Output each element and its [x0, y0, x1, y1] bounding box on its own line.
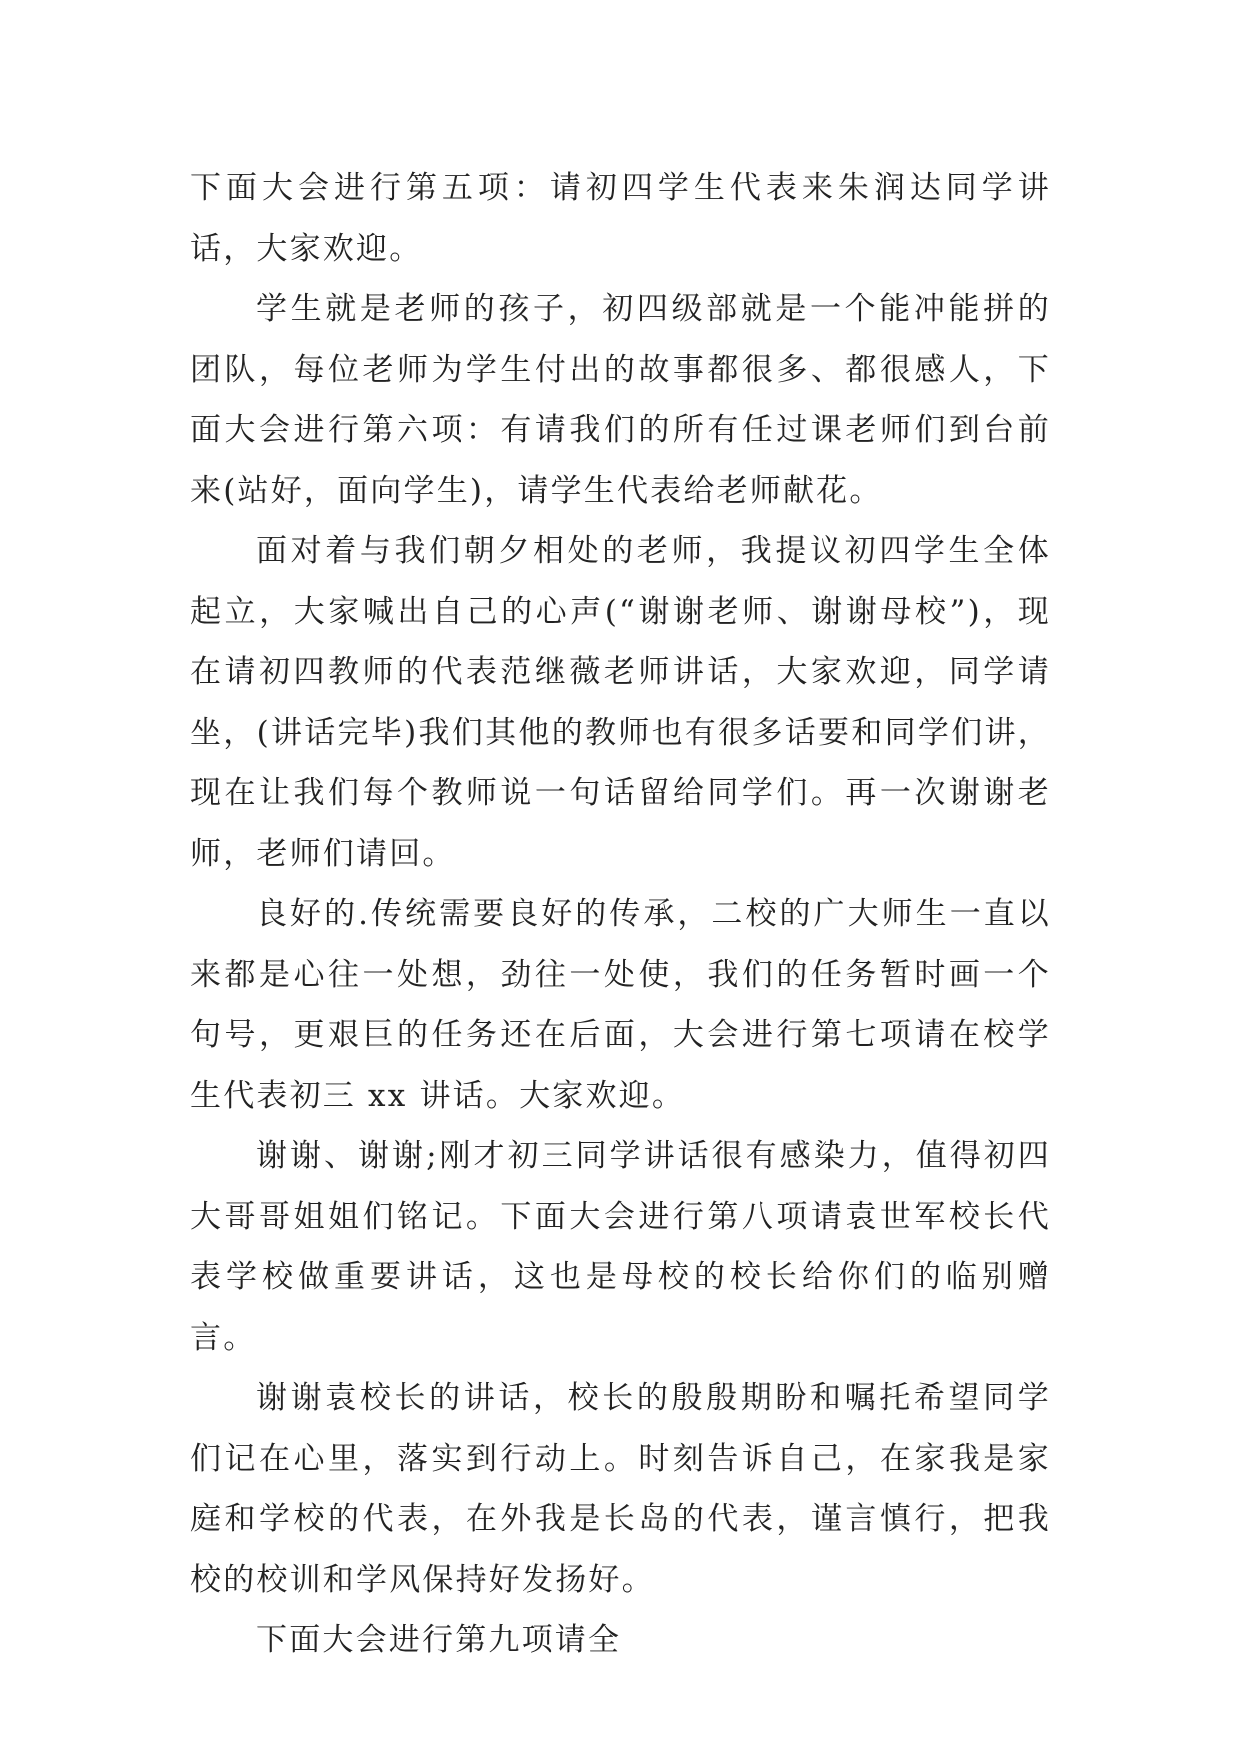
- paragraph-item-8: 谢谢、谢谢;刚才初三同学讲话很有感染力，值得初四大哥哥姐姐们铭记。下面大会进行第八项请袁世军校长代表学校做重要讲话，这也是母校的校长给你们的临别赠言。: [190, 1138, 1051, 1356]
- paragraph-teacher-speech: 面对着与我们朝夕相处的老师，我提议初四学生全体起立，大家喊出自己的心声(“谢谢老师、谢谢母校”)，现在请初四教师的代表范继薇老师讲话，大家欢迎，同学请坐，(讲话完毕)我们其他的教师也有很多话要和同学们讲，现在让我们每个教师说一句话留给同学们。再一次谢谢老师，老师们请回。: [190, 533, 1051, 872]
- paragraph-item-6: 学生就是老师的孩子，初四级部就是一个能冲能拼的团队，每位老师为学生付出的故事都很多、都很感人，下面大会进行第六项：有请我们的所有任过课老师们到台前来(站好，面向学生)，请学生代表给老师献花。: [190, 291, 1051, 509]
- paragraph-item-7: 良好的.传统需要良好的传承，二校的广大师生一直以来都是心往一处想，劲往一处使，我们的任务暂时画一个句号，更艰巨的任务还在后面，大会进行第七项请在校学生代表初三 xx 讲话。大家欢迎。: [190, 896, 1051, 1114]
- paragraph-item-5: 下面大会进行第五项：请初四学生代表来朱润达同学讲话，大家欢迎。: [190, 170, 1051, 267]
- paragraph-item-9: 下面大会进行第九项请全: [256, 1622, 622, 1658]
- document-body: [190, 158, 1051, 1671]
- paragraph-principal-thanks: 谢谢袁校长的讲话，校长的殷殷期盼和嘱托希望同学们记在心里，落实到行动上。时刻告诉自己，在家我是家庭和学校的代表，在外我是长岛的代表，谨言慎行，把我校的校训和学风保持好发扬好。: [190, 1380, 1051, 1598]
